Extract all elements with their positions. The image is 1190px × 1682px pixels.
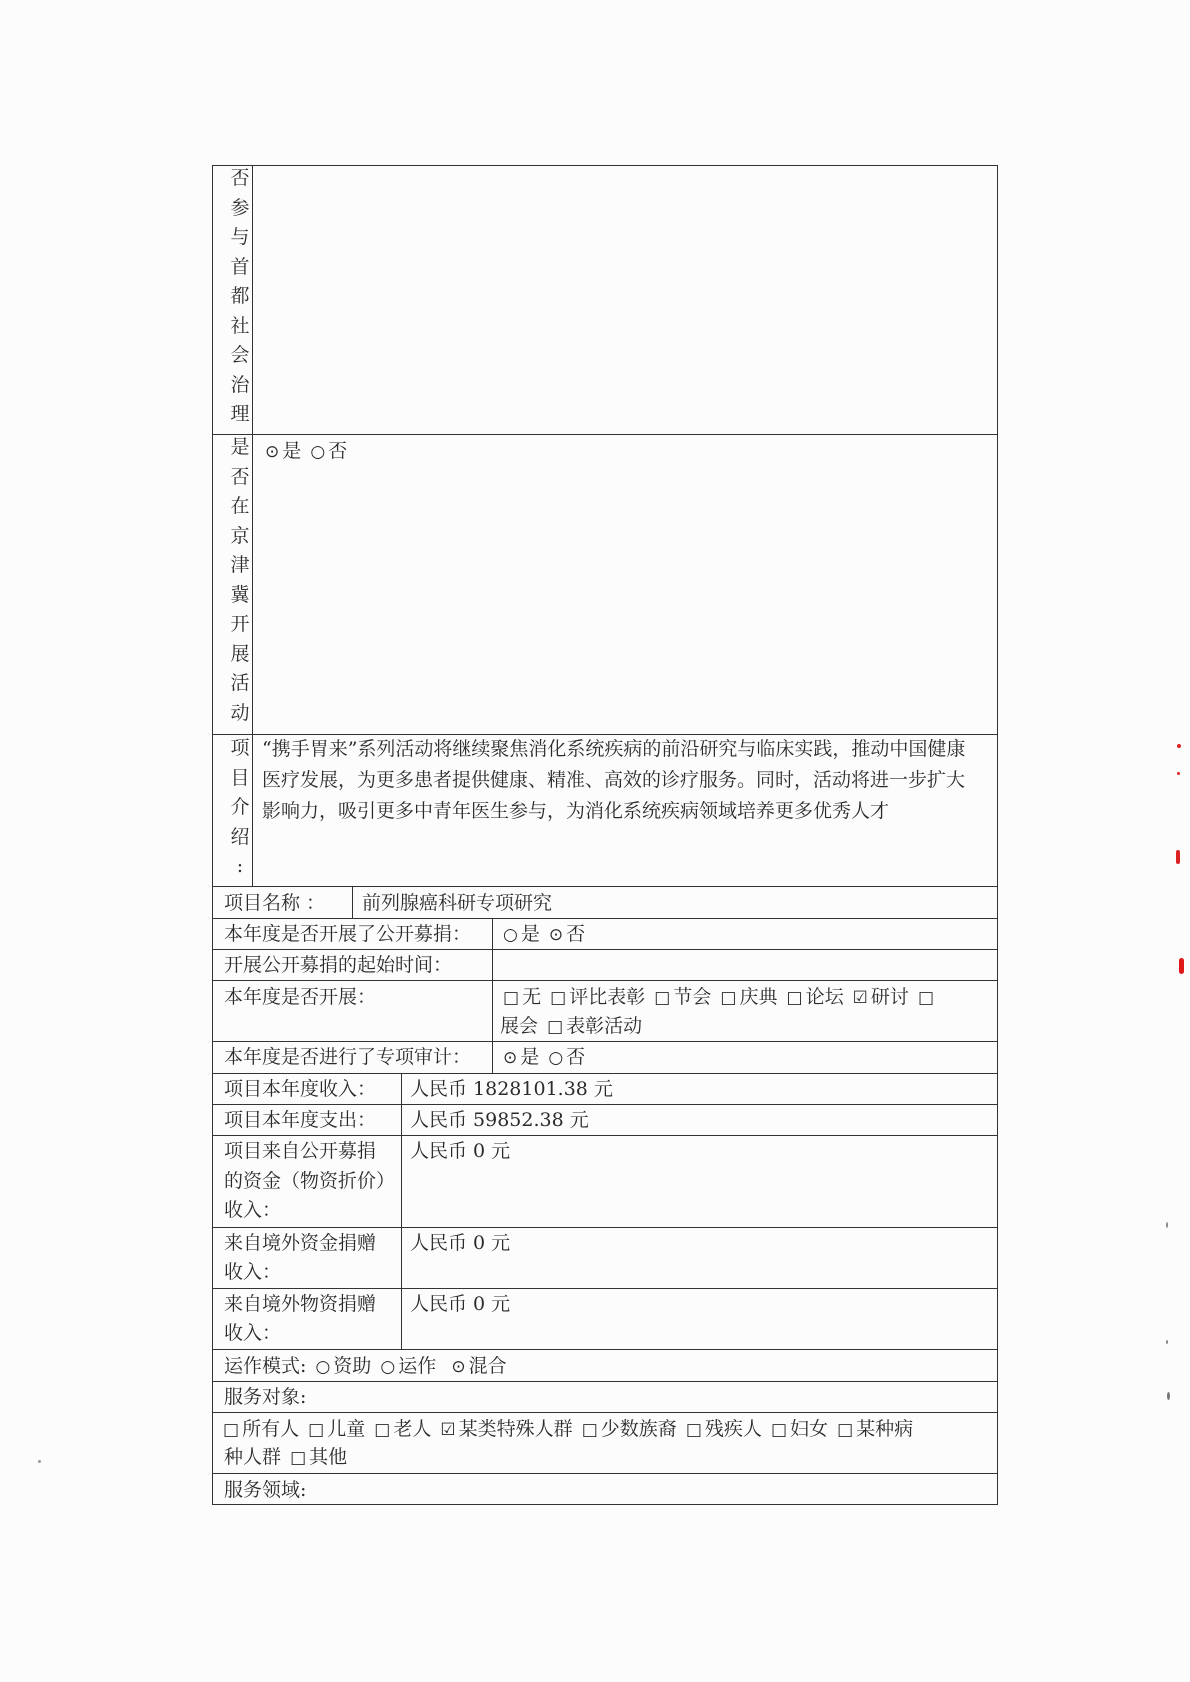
activities-options-line-2: 展会 □ 表彰活动 (500, 1015, 643, 1037)
public-funds-label-line-2: 的资金（物资折价） (224, 1170, 396, 1192)
scan-speck (1176, 850, 1180, 864)
service-target-options-line-1: □ 所有人 □ 儿童 □ 老人 ☑ 某类特殊人群 □ 少数族裔 □ 残疾人 □ 妇女 □ 某种病 (220, 1418, 913, 1441)
row-divider (212, 1041, 998, 1042)
col-divider (401, 1073, 402, 1349)
checkbox-checked-icon[interactable]: ☑ (852, 988, 868, 1008)
checkbox-empty-icon[interactable]: □ (770, 1420, 787, 1440)
checkbox-empty-icon[interactable]: □ (290, 1448, 307, 1468)
scan-speck (38, 1460, 41, 1463)
checkbox-empty-icon[interactable]: □ (720, 988, 737, 1008)
scan-speck (1166, 1222, 1168, 1228)
checkbox-empty-icon[interactable]: □ (917, 988, 934, 1008)
service-target-label: 服务对象: (224, 1386, 307, 1408)
col-divider (492, 918, 493, 1041)
radio-selected-icon[interactable]: ⊙ (451, 1357, 466, 1377)
overseas-funds-value: 人民币 0 元 (410, 1232, 511, 1254)
radio-empty-icon[interactable]: ○ (310, 442, 326, 462)
annual-income-label: 项目本年度收入： (224, 1078, 377, 1100)
radio-selected-icon[interactable]: ⊙ (503, 1048, 518, 1068)
radio-empty-icon[interactable]: ○ (315, 1357, 331, 1377)
activities-options-line-1: □ 无 □ 评比表彰 □ 节会 □ 庆典 □ 论坛 ☑ 研讨 □ (500, 986, 937, 1009)
checkbox-empty-icon[interactable]: □ (223, 1420, 240, 1440)
row-divider (212, 1135, 998, 1136)
checkbox-empty-icon[interactable]: □ (837, 1420, 854, 1440)
checkbox-empty-icon[interactable]: □ (581, 1420, 598, 1440)
row-divider (212, 1104, 998, 1105)
public-funds-label-line-1: 项目来自公开募捐 (224, 1140, 377, 1162)
vertical-label-project-intro: 项 目 介 绍 : (230, 737, 250, 877)
operation-mode-row: 运作模式: ○ 资助 ○ 运作 ⊙ 混合 (224, 1355, 507, 1377)
checkbox-checked-icon[interactable]: ☑ (440, 1420, 456, 1440)
project-name-value: 前列腺癌科研专项研究 (362, 892, 553, 914)
activities-label: 本年度是否开展： (224, 986, 377, 1008)
row-divider (212, 1412, 998, 1413)
row-divider (212, 1381, 998, 1382)
checkbox-empty-icon[interactable]: □ (503, 988, 520, 1008)
scan-speck (1177, 772, 1180, 775)
row-divider (212, 980, 998, 981)
service-target-options-line-2: 种人群 □ 其他 (224, 1446, 348, 1468)
scan-speck (1177, 744, 1181, 748)
radio-selected-icon[interactable]: ⊙ (548, 925, 564, 945)
checkbox-empty-icon[interactable]: □ (547, 1017, 564, 1037)
checkbox-empty-icon[interactable]: □ (374, 1420, 391, 1440)
row-divider (212, 1349, 998, 1350)
overseas-goods-value: 人民币 0 元 (410, 1293, 511, 1315)
special-audit-label: 本年度是否进行了专项审计： (224, 1046, 472, 1068)
public-fundraising-answer: ○ 是 ⊙ 否 (500, 923, 585, 946)
scan-speck (1167, 1392, 1170, 1400)
special-audit-answer: ⊙ 是 ○ 否 (500, 1046, 585, 1069)
row-divider (212, 1473, 998, 1474)
row-divider (212, 1227, 998, 1228)
overseas-goods-label-line-1: 来自境外物资捐赠 (224, 1293, 377, 1315)
row-divider (212, 918, 998, 919)
public-fundraising-label: 本年度是否开展了公开募捐： (224, 923, 472, 945)
annual-expense-label: 项目本年度支出： (224, 1109, 377, 1131)
public-funds-value: 人民币 0 元 (410, 1140, 511, 1162)
radio-empty-icon[interactable]: ○ (380, 1357, 396, 1377)
row-divider (212, 949, 998, 950)
overseas-funds-label-line-2: 收入： (224, 1261, 282, 1283)
checkbox-empty-icon[interactable]: □ (308, 1420, 325, 1440)
vertical-label-jingjinji: 是 否 在 京 津 冀 开 展 活 动 (230, 436, 250, 724)
overseas-funds-label-line-1: 来自境外资金捐赠 (224, 1232, 377, 1254)
col-divider (352, 886, 353, 918)
checkbox-empty-icon[interactable]: □ (550, 988, 567, 1008)
annual-income-value: 人民币 1828101.38 元 (410, 1078, 613, 1100)
project-name-label: 项目名称 ： (224, 892, 326, 914)
radio-empty-icon[interactable]: ○ (503, 925, 518, 945)
jingjinji-answer: ⊙ 是 ○ 否 (262, 440, 347, 463)
col-divider (492, 1041, 493, 1073)
operation-mode-label: 运作模式: (224, 1355, 307, 1377)
row-divider (212, 434, 998, 435)
public-funds-label-line-3: 收入： (224, 1199, 282, 1221)
overseas-goods-label-line-2: 收入： (224, 1322, 282, 1344)
fundraising-start-label: 开展公开募捐的起始时间： (224, 954, 453, 976)
vertical-label-capital-governance: 否 参 与 首 都 社 会 治 理 (230, 167, 250, 425)
checkbox-empty-icon[interactable]: □ (786, 988, 803, 1008)
row-divider (212, 1288, 998, 1289)
scan-speck (1179, 958, 1184, 974)
project-intro-text: “携手胃来”系列活动将继续聚焦消化系统疾病的前沿研究与临床实践，推动中国健康 医疗发展，为更多患者提供健康、精准、高效的诊疗服务。同时，活动将进一步扩大 影响力，吸引更多中青年医生参与，为消化系统疾病领域培养更多优秀人才 (262, 738, 966, 822)
scan-speck (1166, 1340, 1168, 1344)
row-divider (212, 886, 998, 887)
radio-selected-icon[interactable]: ⊙ (265, 442, 280, 462)
radio-empty-icon[interactable]: ○ (548, 1048, 564, 1068)
service-domain-label: 服务领域: (224, 1479, 307, 1501)
row-divider (212, 1073, 998, 1074)
checkbox-empty-icon[interactable]: □ (685, 1420, 702, 1440)
annual-expense-value: 人民币 59852.38 元 (410, 1109, 589, 1131)
checkbox-empty-icon[interactable]: □ (654, 988, 671, 1008)
